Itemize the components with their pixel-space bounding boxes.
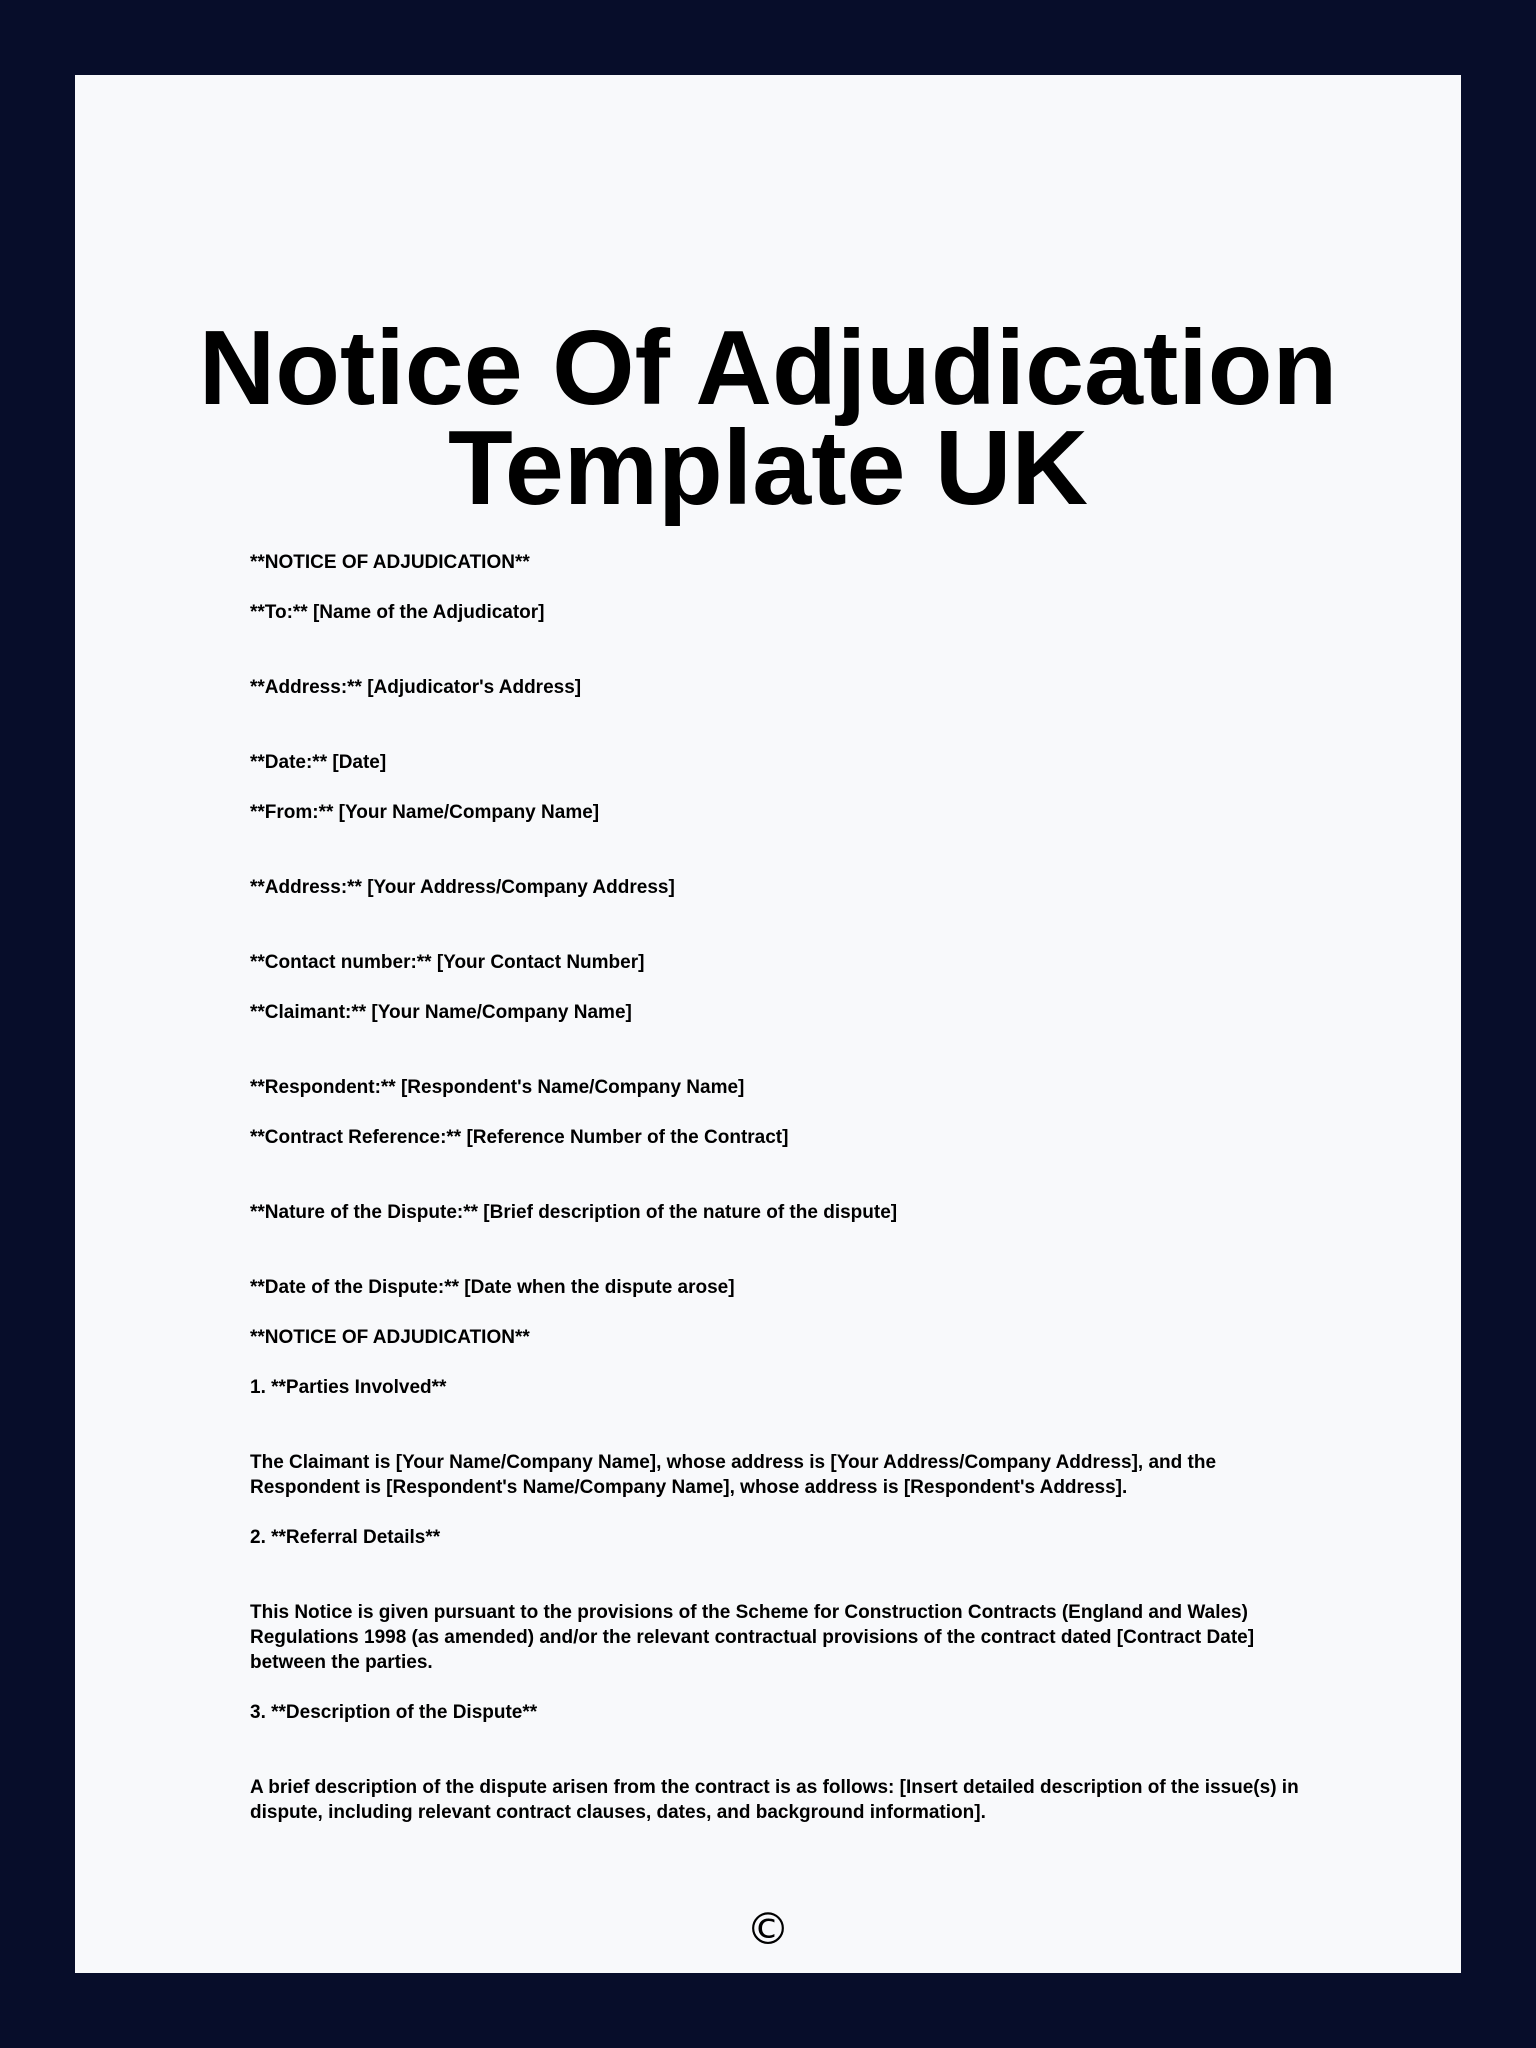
date-of-dispute-field: **Date of the Dispute:** [Date when the dispute arose] <box>250 1277 735 1298</box>
title-line-1: Notice Of Adjudication <box>198 309 1338 427</box>
description-of-dispute-paragraph: A brief description of the dispute arisen from the contract is as follows: [Insert detailed description of the issue(s) in dispute, including relevant contract clauses, dates, and background information]. <box>250 1777 1299 1823</box>
respondent-field: **Respondent:** [Respondent's Name/Company Name] <box>250 1077 745 1098</box>
parties-involved-paragraph: The Claimant is [Your Name/Company Name], whose address is [Your Address/Company Address], and the Respondent is [Respondent's Name/Company Name], whose address is [Respondent's Address]. <box>250 1452 1217 1498</box>
section-parties-involved: 1. **Parties Involved** <box>250 1377 447 1398</box>
contract-reference-field: **Contract Reference:** [Reference Number of the Contract] <box>250 1127 789 1148</box>
copyright-icon: © <box>746 1904 790 1955</box>
referral-details-paragraph: This Notice is given pursuant to the provisions of the Scheme for Construction Contracts (England and Wales) Regulations 1998 (as amended) and/or the relevant contractual provisions of the contract dated [Contract Date] between the parties. <box>250 1602 1255 1673</box>
adjudicator-address-field: **Address:** [Adjudicator's Address] <box>250 677 582 698</box>
notice-heading-second: **NOTICE OF ADJUDICATION** <box>250 1327 530 1348</box>
section-referral-details: 2. **Referral Details** <box>250 1527 441 1548</box>
from-field: **From:** [Your Name/Company Name] <box>250 802 600 823</box>
nature-of-dispute-field: **Nature of the Dispute:** [Brief description of the nature of the dispute] <box>250 1202 898 1223</box>
contact-number-field: **Contact number:** [Your Contact Number] <box>250 952 645 973</box>
notice-heading: **NOTICE OF ADJUDICATION** <box>250 552 530 573</box>
title-line-2: Template UK <box>447 409 1089 527</box>
date-field: **Date:** [Date] <box>250 752 387 773</box>
document-title <box>75 309 1461 527</box>
section-description-of-dispute: 3. **Description of the Dispute** <box>250 1702 538 1723</box>
document-page <box>75 75 1461 1973</box>
claimant-field: **Claimant:** [Your Name/Company Name] <box>250 1002 632 1023</box>
sender-address-field: **Address:** [Your Address/Company Address] <box>250 877 675 898</box>
to-field: **To:** [Name of the Adjudicator] <box>250 602 545 623</box>
